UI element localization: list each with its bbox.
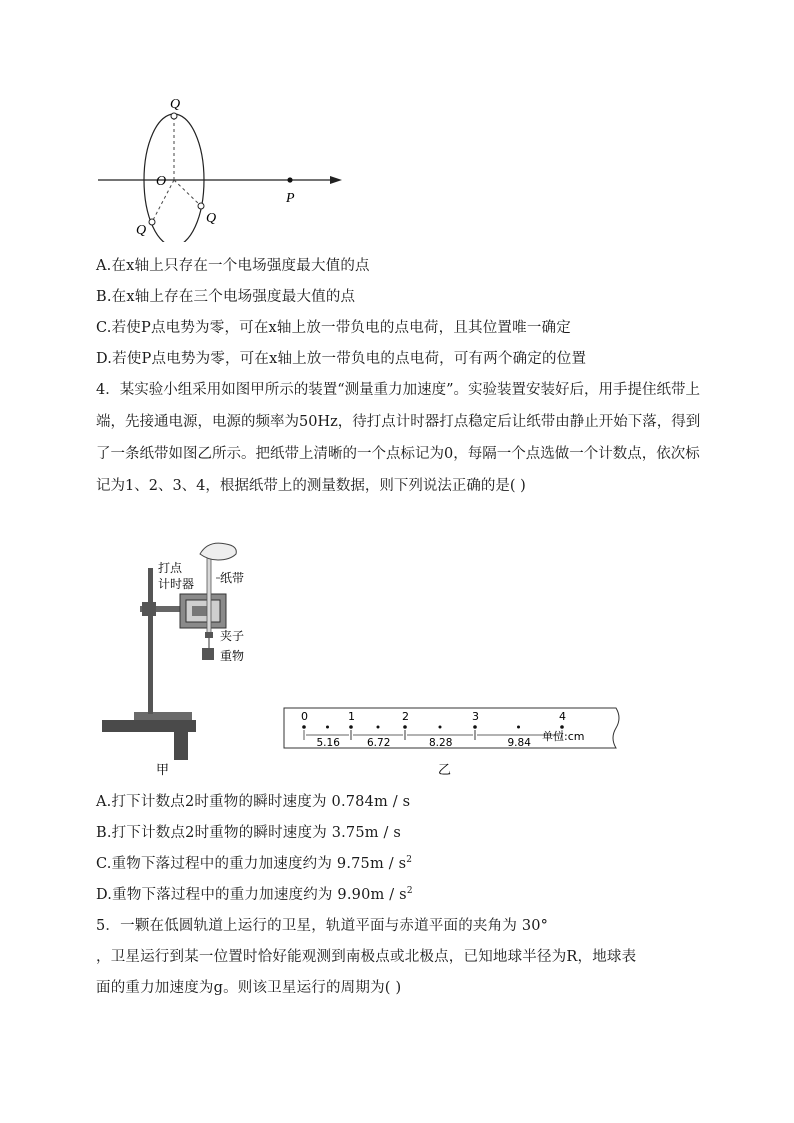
tape-mid-point [377,726,380,729]
q4-option-d-text: D.重物下落过程中的重力加速度约为 9.90m / s [96,887,407,903]
label-q-top: Q [170,97,181,112]
tape-distance-label: 8.28 [429,737,453,749]
label-o: O [156,174,167,189]
label-tape: 纸带 [220,571,245,585]
label-clip: 夹子 [220,629,245,643]
stand-pole [148,568,153,714]
tape-unit: 单位:cm [542,730,585,743]
q4-option-c-exp: 2 [406,855,413,865]
label-timer-1: 打点 [158,561,183,575]
tape-count-point [302,725,306,729]
q4-option-a: A.打下计数点2时重物的瞬时速度为 0.784m / s [96,794,411,810]
q3-option-d: D.若使P点电势为零，可在x轴上放一带负电的点电荷，可有两个确定的位置 [96,351,587,367]
tape-mid-point [439,726,442,729]
paper-tape-strip [207,554,211,634]
clip-shape [205,632,213,638]
tape-count-point [473,725,477,729]
experiment-figure [96,540,636,780]
q3-option-b: B.在x轴上存在三个电场强度最大值的点 [96,289,356,305]
charge-ring-figure [90,92,360,242]
tape-distance-label: 9.84 [507,737,531,749]
tape-mid-point [326,726,329,729]
label-q-left: Q [136,223,147,238]
tape-point-label: 3 [472,710,479,723]
q5-line-1: 5．一颗在低圆轨道上运行的卫星，轨道平面与赤道平面的夹角为 30° [96,918,549,934]
q3-option-c: C.若使P点电势为零，可在x轴上放一带负电的点电荷，且其位置唯一确定 [96,320,571,336]
q4-stem: 4．某实验小组采用如图甲所示的装置“测量重力加速度”。实验装置安装好后，用手提住纸带上端，先接通电源，电源的频率为50Hz，待打点计时器打点稳定后让纸带由静止开始下落，得到了一条纸带如图乙所示。把纸带上清晰的一个点标记为0，每隔一个点选做一个计数点，依次标记为1、2、3、4，根据纸带上的测量数据，则下列说法正确的是( ) [96,382,701,494]
tape-count-point [560,725,564,729]
weight-block [202,648,214,660]
tape-count-point [349,725,353,729]
tape-point-label: 2 [402,710,409,723]
hand-shape [200,543,236,560]
charge-left [149,219,155,225]
stand-base [134,712,192,720]
caption-jia: 甲 [156,763,170,778]
q3-option-a: A.在x轴上只存在一个电场强度最大值的点 [96,258,370,274]
q4-option-d-exp: 2 [406,886,413,896]
label-q-right: Q [206,211,217,226]
timer-core [192,606,208,616]
q4-option-d [96,885,413,905]
q5-line-2: ，卫星运行到某一位置时恰好能观测到南极点或北极点，已知地球半径为R，地球表 [96,949,637,965]
clamp-knob [142,602,156,616]
charge-right [198,203,204,209]
tape-count-point [403,725,407,729]
x-axis-arrow [330,176,342,184]
label-p: P [286,191,295,206]
radius-right [174,180,201,206]
charge-top [171,113,177,119]
q4-option-c [96,854,412,874]
label-timer-2: 计时器 [158,577,195,591]
caption-yi: 乙 [438,763,452,778]
q4-option-c-text: C.重物下落过程中的重力加速度约为 9.75m / s [96,856,407,872]
point-p-dot [287,177,292,182]
tape-point-label: 4 [559,710,566,723]
tape-point-label: 0 [301,710,308,723]
tape-mid-point [517,726,520,729]
label-weight: 重物 [220,649,245,663]
table-top [102,720,196,732]
q4-option-b: B.打下计数点2时重物的瞬时速度为 3.75m / s [96,825,402,841]
tape-point-label: 1 [348,710,355,723]
tape-distance-label: 6.72 [367,737,391,749]
table-leg [174,732,188,760]
tape-distance-label: 5.16 [316,737,340,749]
q5-line-3: 面的重力加速度为g。则该卫星运行的周期为( ) [96,980,402,996]
